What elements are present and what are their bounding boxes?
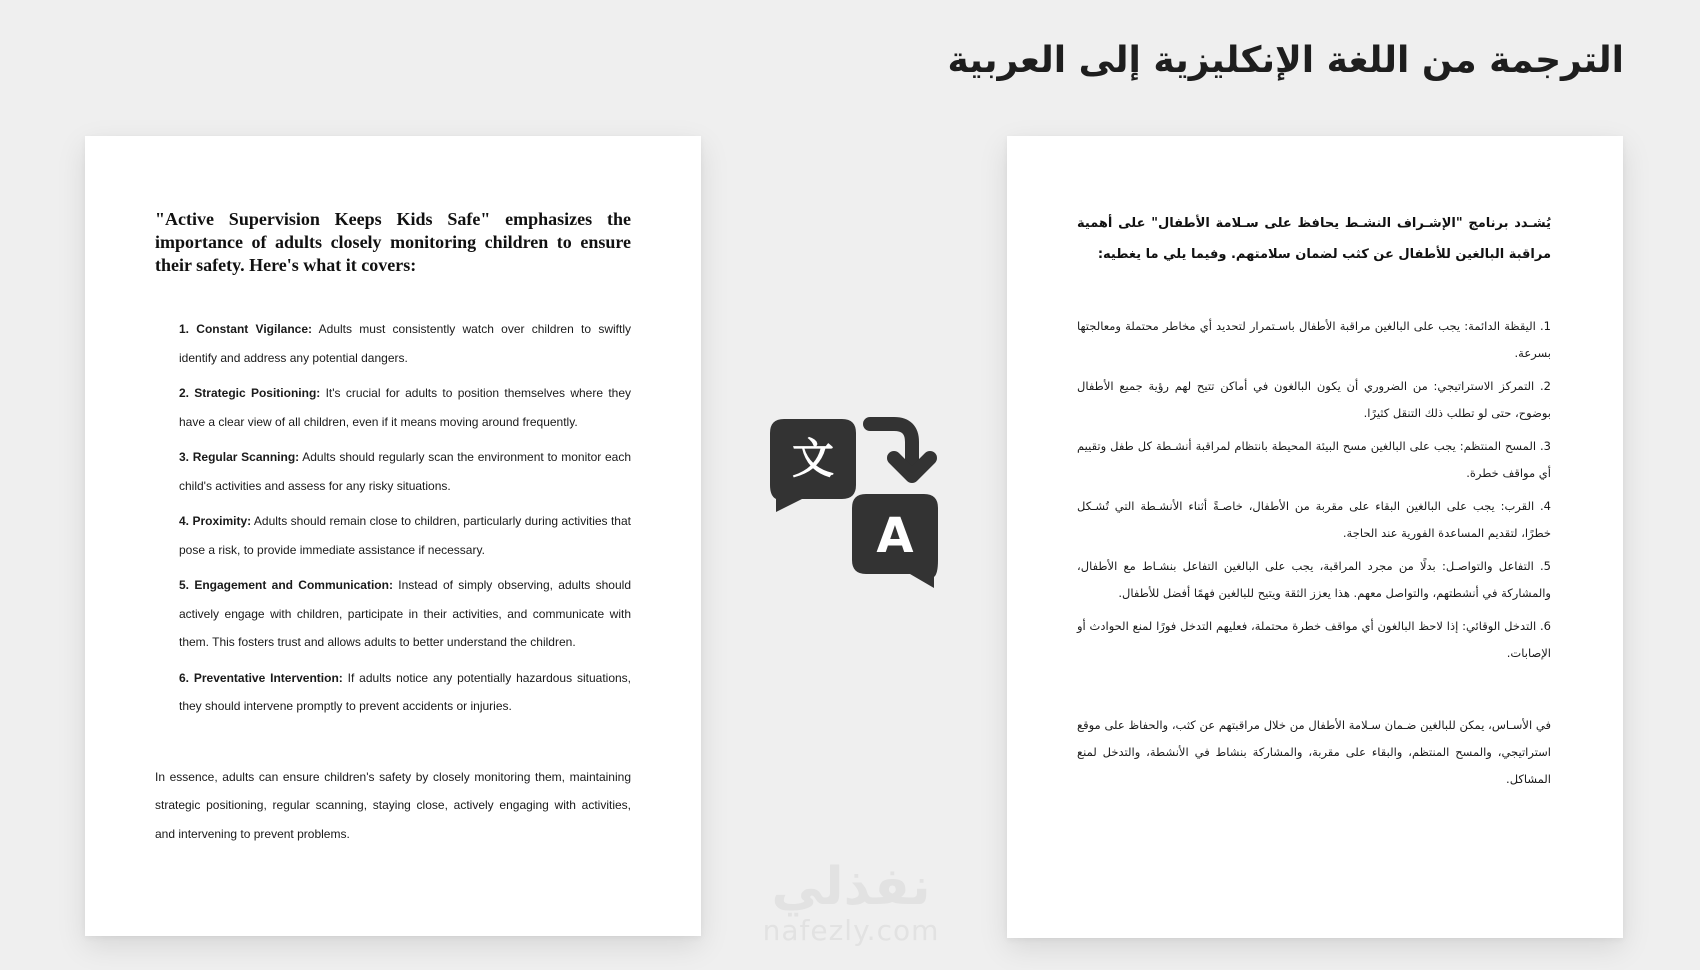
watermark-latin: nafezly.com bbox=[762, 914, 940, 947]
point-text: It's crucial for adults to position themselves where they have a clear view of all children, even if it means moving around frequently. bbox=[179, 386, 632, 429]
point-title: 4. Proximity: bbox=[179, 514, 252, 528]
english-heading: "Active Supervision Keeps Kids Safe" emphasizes the importance of adults closely monitoring children to ensure their safety. Here's what it covers: bbox=[155, 209, 631, 275]
point-title: 2. Strategic Positioning: bbox=[179, 386, 321, 400]
page-title: الترجمة من اللغة الإنكليزية إلى العربية bbox=[947, 40, 1624, 81]
list-item bbox=[179, 507, 631, 564]
arabic-summary: في الأسـاس، يمكن للبالغين ضـمان سـلامة الأطفال من خلال مراقبتهم عن كثب، والحفاظ على موقع استراتيجي، والمسح المنتظم، والبقاء على مقربة، والمشاركة بنشاط في الأنشطة، والتدخل لمنع المشاكل. bbox=[1077, 718, 1551, 786]
list-item bbox=[179, 443, 631, 500]
arabic-heading: يُشـدد برنامج "الإشـراف النشـط يحافظ على سـلامة الأطفال" على أهمية مراقبة البالغين للأطفال عن كثب لضمان سلامتهم. وفيما يلي ما يغطيه: bbox=[1077, 216, 1551, 262]
list-item: 3. المسح المنتظم: يجب على البالغين مسح البيئة المحيطة بانتظام لمراقبة أنشـطة كل طفل وتقييم أي مواقف خطرة. bbox=[1077, 439, 1551, 480]
list-item: 1. اليقظة الدائمة: يجب على البالغين مراقبة الأطفال باسـتمرار لتحديد أي مخاطر محتملة ومعالجتها بسرعة. bbox=[1077, 319, 1551, 360]
source-glyph: 文 bbox=[791, 434, 835, 483]
point-text: Adults should remain close to children, particularly during activities that pose a risk, to provide immediate assistance if necessary. bbox=[179, 514, 631, 557]
point-text: Instead of simply observing, adults should actively engage with children, participate in their activities, and communicate with them. This fosters trust and allows adults to better understand the children. bbox=[179, 578, 631, 649]
point-text: Adults must consistently watch over children to swiftly identify and address any potential dangers. bbox=[179, 322, 632, 365]
list-item: 2. التمركز الاستراتيجي: من الضروري أن يكون البالغون في أماكن تتيح لهم رؤية جميع الأطفال بوضوح، حتى لو تطلب ذلك التنقل كثيرًا. bbox=[1077, 379, 1551, 420]
point-title: 1. Constant Vigilance: bbox=[179, 322, 313, 336]
list-item: 6. التدخل الوقائي: إذا لاحظ البالغون أي مواقف خطرة محتملة، فعليهم التدخل فورًا لمنع الحوادث أو الإصابات. bbox=[1077, 619, 1551, 660]
english-points-list bbox=[179, 315, 631, 721]
point-title: 3. Regular Scanning: bbox=[179, 450, 300, 464]
list-item: 5. التفاعل والتواصـل: بدلًا من مجرد المراقبة، يجب على البالغين التفاعل بنشـاط مع الأطفال، والمشاركة في أنشطتهم، والتواصل معهم. هذا يعزز الثقة ويتيح للبالغين فهمًا أفضل للأطفال. bbox=[1077, 559, 1551, 600]
translate-icon bbox=[766, 414, 942, 594]
english-summary: In essence, adults can ensure children's safety by closely monitoring them, maintaining strategic positioning, regular scanning, staying close, actively engaging with activities, and intervening to prevent problems. bbox=[155, 769, 631, 841]
watermark-logo bbox=[740, 858, 962, 946]
list-item bbox=[179, 664, 631, 721]
point-text: If adults notice any potentially hazardous situations, they should intervene promptly to prevent accidents or injuries. bbox=[179, 670, 631, 713]
arabic-points-list bbox=[1077, 313, 1551, 667]
english-document bbox=[85, 136, 701, 936]
point-title: 6. Preventative Intervention: bbox=[179, 670, 343, 685]
list-item: 4. القرب: يجب على البالغين البقاء على مقربة من الأطفال، خاصـةً أثناء الأنشـطة التي تُشـكل خطرًا، لتقديم المساعدة الفورية عند الحاجة. bbox=[1077, 499, 1551, 540]
arabic-document bbox=[1007, 136, 1623, 938]
list-item bbox=[179, 379, 631, 436]
point-text: Adults should regularly scan the environment to monitor each child's activities and assess for any risky situations. bbox=[179, 450, 631, 493]
target-glyph: A bbox=[876, 508, 914, 564]
list-item bbox=[179, 571, 631, 657]
watermark-arabic: نفذلي bbox=[771, 857, 931, 917]
point-title: 5. Engagement and Communication: bbox=[179, 578, 393, 592]
list-item bbox=[179, 315, 631, 372]
